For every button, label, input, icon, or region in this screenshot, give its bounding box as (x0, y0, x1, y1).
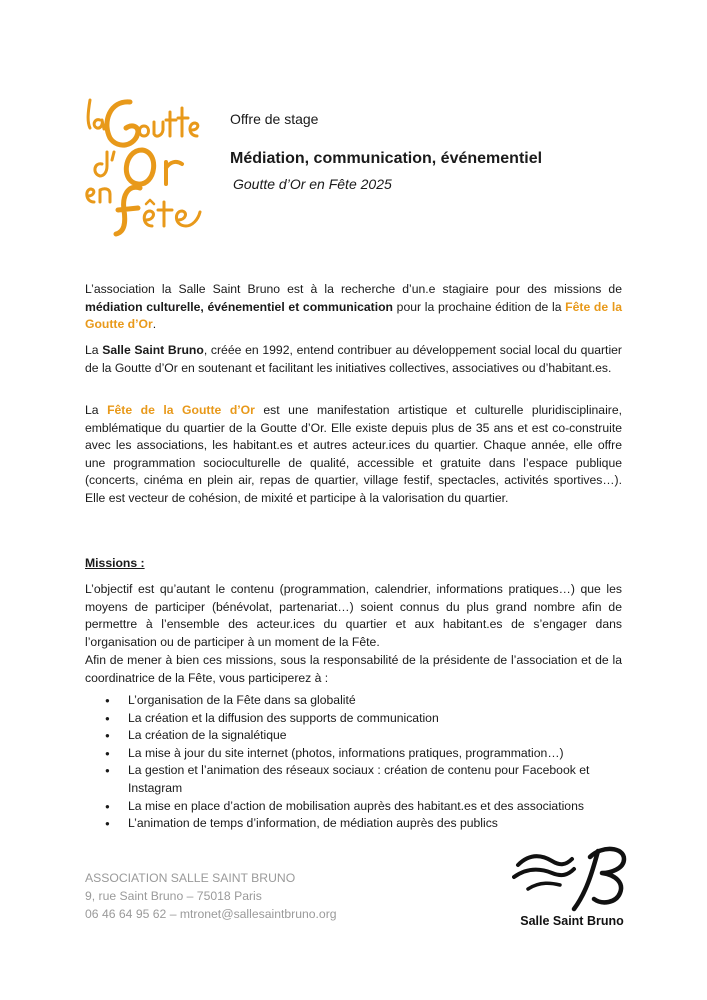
footer-address (85, 869, 337, 923)
list-item: ● La création de la signalétique (85, 727, 622, 745)
list-item: ● L’animation de temps d’information, de médiation auprès des publics (85, 815, 622, 833)
footer-contact: 06 46 64 95 62 – mtronet@sallesaintbruno.org (85, 907, 337, 921)
missions-list (85, 692, 622, 833)
association-text-a: La (85, 343, 103, 357)
association-paragraph (85, 342, 622, 377)
footer-street: 9, rue Saint Bruno – 75018 Paris (85, 889, 262, 903)
list-item: ● La mise à jour du site internet (photos, informations pratiques, programmation…) (85, 745, 622, 763)
goutte-dor-en-fete-logo (80, 92, 206, 238)
festival-name: Fête de la Goutte d’Or (107, 403, 255, 417)
intro-text-b: pour la prochaine édition de la (393, 299, 566, 314)
salle-saint-bruno-label: Salle Saint Bruno (520, 914, 624, 928)
festival-text-b: est une manifestation artistique et culturelle pluridisciplinaire, emblématique du quartier de la Goutte d’Or. Elle existe depuis plus de 35 ans et est co-construite avec les associations, les habitant.es et autres acteur.ices du quartier. Chaque année, elle offre une programmation socioculturelle de qualité, accessible et gratuite dans l’espace publique (concerts, cinéma en plein air, repas de quartier, village festif, spectacles, activités sportives…). Elle est vecteur de cohésion, de mixité et participe à la valorisation du quartier. (85, 403, 623, 505)
offer-label: Offre de stage (230, 111, 319, 127)
association-text-b: , créée en 1992, entend contribuer au développement social local du quartier de la Goutte d’Or en soutenant et facilitant les initiatives collectives, associatives ou d’habitant.es. (85, 343, 622, 375)
list-item: ● La gestion et l’animation des réseaux sociaux : création de contenu pour Facebook et Instagram (85, 762, 622, 797)
list-item: ● La création et la diffusion des supports de communication (85, 710, 622, 728)
festival-paragraph (85, 402, 622, 508)
list-item: ● La mise en place d’action de mobilisation auprès des habitant.es et des associations (85, 798, 622, 816)
missions-heading: Missions : (85, 556, 145, 570)
page-title: Médiation, communication, événementiel (230, 150, 543, 167)
objective-paragraph: L’objectif est qu’autant le contenu (programmation, calendrier, informations pratiques…) que les moyens de participer (bénévolat, partenariat…) soient connus du plus grand nombre afin de permettre à l’ensemble des acteur.ices du quartier et aux habitant.es de s’engager dans l’organisation ou de participer à un moment de la Fête. (85, 582, 622, 649)
intro-event-name: Fête de la Goutte d’Or (85, 299, 622, 332)
page-subtitle: Goutte d’Or en Fête 2025 (233, 176, 392, 192)
responsibility-paragraph: Afin de mener à bien ces missions, sous la responsabilité de la présidente de l’association et de la coordinatrice de la Fête, vous participerez à : (85, 653, 622, 685)
list-item: ● L’organisation de la Fête dans sa globalité (85, 692, 622, 710)
intro-paragraph (85, 281, 622, 334)
intro-bold-missions: médiation culturelle, événementiel et communication (85, 299, 393, 314)
association-name: Salle Saint Bruno (102, 343, 204, 357)
footer-org-name: ASSOCIATION SALLE SAINT BRUNO (85, 871, 296, 885)
festival-text-a: La (85, 403, 108, 417)
intro-text-c: . (152, 317, 157, 332)
intro-text-a: L’association la Salle Saint Bruno est à la recherche d’un.e stagiaire pour des missions de (85, 282, 622, 296)
